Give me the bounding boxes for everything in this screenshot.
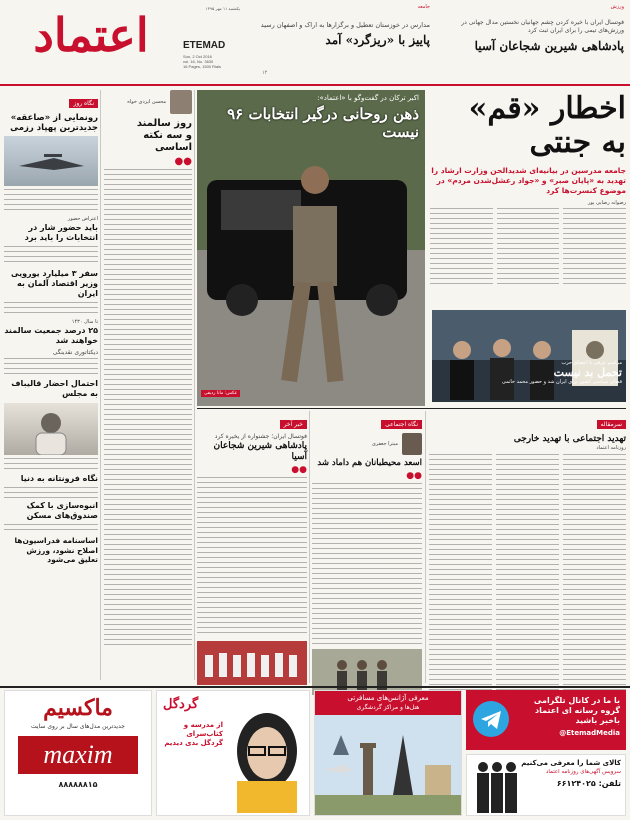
classified-text xyxy=(521,759,621,788)
center-headline: ذهن روحانی درگیر انتخابات ۹۶ نیست xyxy=(227,105,419,141)
teaser-mid-title: پاییز با «ریزگرد» آمد xyxy=(325,33,430,47)
classified-title: کالای شما را معرفی می‌کنیم xyxy=(521,759,621,767)
woman-portrait-icon xyxy=(227,701,307,813)
maxim-phone: ۸۸۸۸۸۸۱۵ xyxy=(58,780,98,789)
photo-story-sub: فضای سیاسی کشور برای ایران شد و حضور محمد خاتمی xyxy=(501,379,622,385)
author-avatar xyxy=(170,90,192,114)
classified-ad[interactable] xyxy=(466,754,626,816)
teaser-right-tag: ورزش xyxy=(610,4,624,10)
brief-kicker: دیکتاتوری نقدینگی xyxy=(52,349,98,356)
maxim-sub: جدیدترین مدل‌های سال بر روی سایت xyxy=(31,723,125,730)
newspaper-logo[interactable]: اعتماد xyxy=(33,8,149,62)
futsal-subtitle: پادشاهی شیرین شجاعان آسیا xyxy=(213,441,307,462)
ads-divider xyxy=(0,686,630,688)
brief-title[interactable]: احتمال احضار قالیباف به مجلس xyxy=(11,379,98,398)
brief-body-lines xyxy=(4,358,98,376)
futsal-title: فوتسال ایران؛ جشنواره از یخیره کرد xyxy=(214,433,307,440)
date-box xyxy=(180,6,240,36)
businessmen-icon xyxy=(471,757,521,815)
classified-sub: سرویس آگهی‌های روزنامه اعتماد xyxy=(545,769,621,775)
quote-mark-icon: ●● xyxy=(291,465,307,475)
social-byline: میترا جعفری xyxy=(371,441,398,447)
teaser-right[interactable] xyxy=(436,4,624,76)
column-divider xyxy=(100,90,101,680)
teaser-mid-kicker: مدارس در خوزستان تعطیل و برگزارها به اراک و اصفهان رسید xyxy=(260,21,430,29)
team-icon xyxy=(197,641,307,685)
opinion-body-lines xyxy=(104,169,192,649)
bookstore-ad[interactable] xyxy=(156,690,310,816)
brief-title[interactable]: نگاه فرونتانه به دنیا xyxy=(20,474,98,483)
editorial-body-col xyxy=(563,454,626,690)
group-photo-icon xyxy=(312,649,422,695)
landmarks-icon xyxy=(314,715,461,815)
issue-line: vol. 16, No. 3630 xyxy=(183,59,214,64)
lead-title xyxy=(430,92,626,160)
date-line-fa: یکشنبه ۱۱ مهر ۱۳۹۵ xyxy=(205,6,240,11)
futsal-photo xyxy=(197,641,307,685)
lead-body xyxy=(430,208,626,288)
travel-sub: هتل‌ها و مراکز گردشگری xyxy=(356,704,420,711)
photo-story[interactable] xyxy=(432,310,626,402)
lead-title-line: به جنتی xyxy=(529,125,626,160)
telegram-line: با ما در کانال تلگرامی xyxy=(533,696,620,705)
opinion-title-line: روز سالمند xyxy=(136,118,192,129)
lead-title-line: اخطار «قم» xyxy=(468,91,626,126)
social-story[interactable] xyxy=(312,411,422,683)
lead-kicker: جامعه مدرسین در بیانیه‌ای شدیدالحن وزارت ارشاد را تهدید به «پایان صبر» و «جواد رعشل‌شدن مردم» در موضوع کنسرت‌ها کرد xyxy=(431,166,626,195)
brief-body-lines xyxy=(4,458,98,472)
etemad-label: ETEMAD xyxy=(183,40,226,51)
telegram-handle[interactable]: @EtemadMedia xyxy=(559,729,620,737)
lead-body-col xyxy=(563,208,626,288)
brief-body-lines xyxy=(4,524,98,534)
editorial-body-col xyxy=(429,454,492,690)
telegram-ad[interactable] xyxy=(466,690,626,750)
column-divider xyxy=(425,411,426,683)
left-column xyxy=(4,90,98,684)
teaser-mid-tag: جامعه xyxy=(417,4,430,10)
bookstore-logo: گردگل xyxy=(163,697,199,712)
author-label: محسن ایزدی خواه xyxy=(127,99,166,105)
masthead xyxy=(0,0,630,86)
brief-body-lines xyxy=(4,189,98,213)
photo-story-kicker: مراسم عرفی با اعضای حزب xyxy=(561,360,622,366)
teaser-mid-page: ۱۴ xyxy=(262,70,268,76)
center-headline-block xyxy=(197,90,425,145)
date-line-en: Sun, 2 Oct 2016 xyxy=(183,54,212,59)
editorial[interactable] xyxy=(429,411,626,683)
telegram-line: گروه رسانه ای اعتماد xyxy=(534,706,620,715)
social-photo xyxy=(312,649,422,695)
editorial-title: تهدید اجتماعی با تهدید خارجی xyxy=(513,434,626,444)
telegram-icon xyxy=(472,700,510,738)
editorial-body xyxy=(429,454,626,690)
author-avatar xyxy=(402,433,422,455)
brief-title[interactable]: ۲۵ درصد جمعیت سالمند خواهند شد xyxy=(4,326,98,345)
center-photo[interactable] xyxy=(197,90,425,406)
futsal-tag: خبر آخر xyxy=(280,420,307,429)
telegram-line: باخبر باشید xyxy=(575,716,620,725)
brief-title[interactable]: باید حضور شار در انتخابات را باید برد xyxy=(24,223,98,242)
left-column-tag: نگاه روز xyxy=(69,99,98,108)
photo-story-title: تحمل بد نیست xyxy=(553,366,622,379)
quote-mark-icon: ●● xyxy=(406,471,422,481)
maxim-ad[interactable] xyxy=(4,690,152,816)
column-divider xyxy=(309,411,310,683)
travel-ad[interactable] xyxy=(314,690,462,816)
editorial-byline: روزنامه اعتماد xyxy=(596,445,626,451)
editorial-tag: سرمقاله xyxy=(597,420,626,429)
brief-kicker: اعتراض حضور xyxy=(67,216,98,222)
teaser-right-kicker: فوتسال ایران با خیره کردن چشم جهانیان نخستین مدال جهانی در ورزش‌های تیمی را برای ایران ثبت کرد xyxy=(461,19,624,34)
teaser-right-title: پادشاهی شیرین شجاعان آسیا xyxy=(474,39,624,53)
person-icon xyxy=(4,403,98,455)
brief-kicker: تا سال ۱۴۳۰ xyxy=(71,319,98,325)
opinion-column xyxy=(104,90,192,680)
social-body-lines xyxy=(312,483,422,645)
brief-body-lines xyxy=(4,246,98,266)
opinion-title-line: و سه نکته اساسی xyxy=(143,130,192,153)
futsal-body-lines xyxy=(197,477,307,637)
column-divider xyxy=(194,90,195,680)
center-kicker: اکبر ترکان در گفت‌وگو با «اعتماد»: xyxy=(317,94,419,102)
drone-photo xyxy=(4,136,98,186)
lead-body-col xyxy=(430,208,493,288)
travel-header xyxy=(315,691,461,715)
travel-title: معرفی آژانس‌های مسافرتی xyxy=(347,694,429,702)
pages-line: 16 Pages, 1500 Rials xyxy=(183,64,222,69)
maxim-title: ماکسیم xyxy=(43,695,113,721)
quote-mark-icon: ●● xyxy=(174,156,192,167)
maxim-logo: maxim xyxy=(18,736,138,774)
social-tag: نگاه اجتماعی xyxy=(381,420,422,429)
brief-body-lines xyxy=(4,487,98,499)
brief-title[interactable]: انبوه‌سازی با کمک صندوق‌های مسکن xyxy=(26,501,98,520)
photo-story-text xyxy=(472,360,622,385)
opinion-title[interactable] xyxy=(104,118,192,154)
classified-phone[interactable]: تلفن: ۶۶۱۲۴۰۲۵ xyxy=(556,779,621,788)
opinion-author xyxy=(104,90,192,114)
masthead-divider xyxy=(0,84,630,86)
futsal-story[interactable] xyxy=(197,411,307,683)
brief-title[interactable]: رونمایی از «صاعقه» جدیدترین پهپاد رزمی xyxy=(10,113,98,133)
editorial-body-col xyxy=(496,454,559,690)
lead-body-col xyxy=(497,208,560,288)
teaser-mid[interactable] xyxy=(258,4,430,76)
bookstore-text: از مدرسه و کتاب‌سرای گردگل بدی دیدیم xyxy=(164,721,223,747)
photo-credit: عکس: مانا ردیفی xyxy=(201,390,240,397)
telegram-text xyxy=(510,696,620,738)
drone-icon xyxy=(4,136,98,186)
brief-body-lines xyxy=(4,302,98,316)
section-divider xyxy=(197,408,626,409)
photo-story-image xyxy=(432,310,626,402)
portrait-photo xyxy=(4,403,98,455)
social-title: اسعد محیطبانان هم داماد شد xyxy=(317,458,422,468)
lead-byline: رضوانه رضایی پور xyxy=(587,200,626,206)
social-author xyxy=(312,433,422,455)
brief-title[interactable]: سفر ۳ میلیارد یورویی وزیر اقتصاد آلمان به ایران xyxy=(10,269,98,298)
brief-title[interactable]: اساسنامه فدراسیون‌ها اصلاح نشود، ورزش تعلیق می‌شود xyxy=(14,536,98,564)
issue-info xyxy=(183,54,243,69)
